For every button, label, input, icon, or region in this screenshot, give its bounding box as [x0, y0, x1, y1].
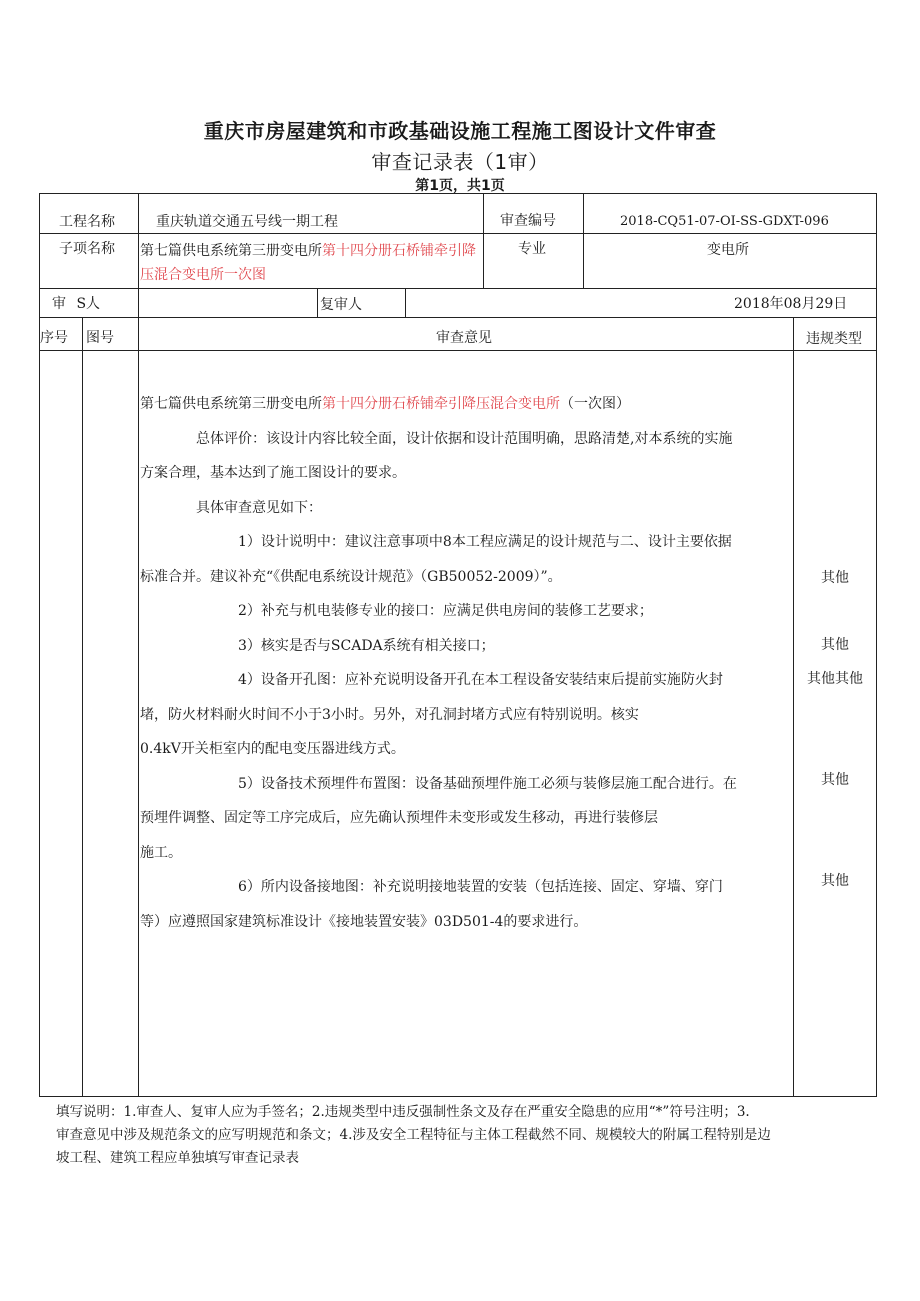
- sub-item-value-black: 第七篇供电系统第三册变电所: [140, 243, 322, 259]
- filling-instructions-line: 审查意见中涉及规范条文的应写明规范和条文；4.涉及安全工程特征与主体工程截然不同、规模较大的附属工程特别是边: [56, 1127, 771, 1143]
- col-header-violation: 违规类型: [806, 331, 862, 347]
- col-divider: [317, 288, 318, 317]
- re-reviewer-label: 复审人: [320, 297, 362, 313]
- opinion-item-5-cont: 预埋件调整、固定等工序完成后，应先确认预埋件未变形或发生移动，再进行装修层: [140, 810, 658, 826]
- project-name-label: 工程名称: [59, 214, 115, 230]
- reviewer-label: 审 S人: [52, 296, 101, 312]
- opinion-heading: 第七篇供电系统第三册变电所第十四分册石桥铺牵引降压混合变电所（一次图）: [140, 396, 630, 412]
- form-subtitle: 审查记录表（1审）: [371, 150, 549, 174]
- violation-type-3: 其他其他: [807, 671, 863, 687]
- opinion-item-6: 6）所内设备接地图：补充说明接地装置的安装（包括连接、固定、穿墙、穿门: [238, 879, 723, 895]
- opinion-item-1-cont: 标准合并。建议补充“《供配电系统设计规范》（GB50052-2009）”。: [140, 568, 562, 585]
- opinion-item-4-cont: 堵，防火材料耐火时间不小于3小时。另外，对孔洞封堵方式应有特别说明。核实: [140, 706, 639, 723]
- col-divider: [405, 288, 406, 317]
- review-no-label: 审查编号: [500, 213, 556, 229]
- violation-type-4: 其他: [821, 772, 849, 788]
- review-date: 2018年08月29日: [734, 296, 848, 312]
- sub-item-label: 子项名称: [59, 241, 115, 257]
- col-header-opinion: 审查意见: [436, 330, 492, 346]
- col-header-drawing-no: 图号: [86, 330, 114, 346]
- filling-instructions: [56, 1101, 882, 1170]
- filling-instructions-line: 填写说明：1.审查人、复审人应为手签名；2.违规类型中违反强制性条文及存在严重安全隐患的应用“*”符号注明；3.: [56, 1104, 750, 1120]
- form-title: 重庆市房屋建筑和市政基础设施工程施工图设计文件审查: [203, 119, 717, 143]
- opinion-item-5-cont2: 施工。: [140, 844, 182, 861]
- specialty-value: 变电所: [707, 242, 749, 258]
- col-divider: [138, 288, 139, 317]
- project-name-value: 重庆轨道交通五号线一期工程: [156, 214, 338, 230]
- opinion-item-1: 1）设计说明中：建议注意事项中8本工程应满足的设计规范与二、设计主要依据: [238, 534, 732, 550]
- col-divider: [138, 317, 139, 1097]
- page-info: 第1页，共1页: [415, 178, 505, 194]
- overall-evaluation: 总体评价：该设计内容比较全面，设计依据和设计范围明确，思路清楚,对本系统的实施: [196, 430, 733, 447]
- row-divider: [39, 288, 877, 289]
- opinion-heading-highlight: 第十四分册石桥铺牵引降压混合变电所: [322, 396, 560, 412]
- opinion-item-4-cont2: 0.4kV开关柜室内的配电变压器进线方式。: [140, 741, 405, 757]
- review-no-value: 2018-CQ51-07-OI-SS-GDXT-096: [620, 214, 829, 229]
- opinion-item-5: 5）设备技术预埋件布置图：设备基础预埋件施工必须与装修层施工配合进行。在: [238, 775, 737, 792]
- col-divider: [82, 317, 83, 1097]
- row-divider: [39, 317, 877, 318]
- violation-type-1: 其他: [821, 570, 849, 586]
- row-divider: [39, 350, 877, 351]
- overall-evaluation-cont: 方案合理，基本达到了施工图设计的要求。: [140, 465, 406, 481]
- sub-item-value-red: 第十四分册石桥铺牵引降压混合变电所一次图: [140, 243, 476, 283]
- opinion-item-3: 3）核实是否与SCADA系统有相关接口；: [238, 637, 495, 654]
- col-divider: [483, 193, 484, 288]
- violation-type-5: 其他: [821, 873, 849, 889]
- col-divider: [793, 317, 794, 1097]
- sub-item-value: [140, 239, 481, 287]
- opinion-item-6-cont: 等）应遵照国家建筑标准设计《接地装置安装》03D501-4的要求进行。: [140, 913, 588, 930]
- row-divider: [39, 233, 877, 234]
- opinion-item-2: 2）补充与机电装修专业的接口：应满足供电房间的装修工艺要求；: [238, 603, 653, 619]
- opinion-item-4: 4）设备开孔图：应补充说明设备开孔在本工程设备安装结束后提前实施防火封: [238, 672, 723, 688]
- specialty-label: 专业: [518, 241, 546, 257]
- violation-type-2: 其他: [821, 637, 849, 653]
- col-header-no: 序号: [40, 330, 68, 346]
- review-opinion-body: [140, 387, 792, 939]
- details-intro: 具体审查意见如下：: [196, 499, 322, 516]
- col-divider: [138, 193, 139, 288]
- filling-instructions-line: 坡工程、建筑工程应单独填写审查记录表: [56, 1150, 299, 1166]
- col-divider: [583, 193, 584, 288]
